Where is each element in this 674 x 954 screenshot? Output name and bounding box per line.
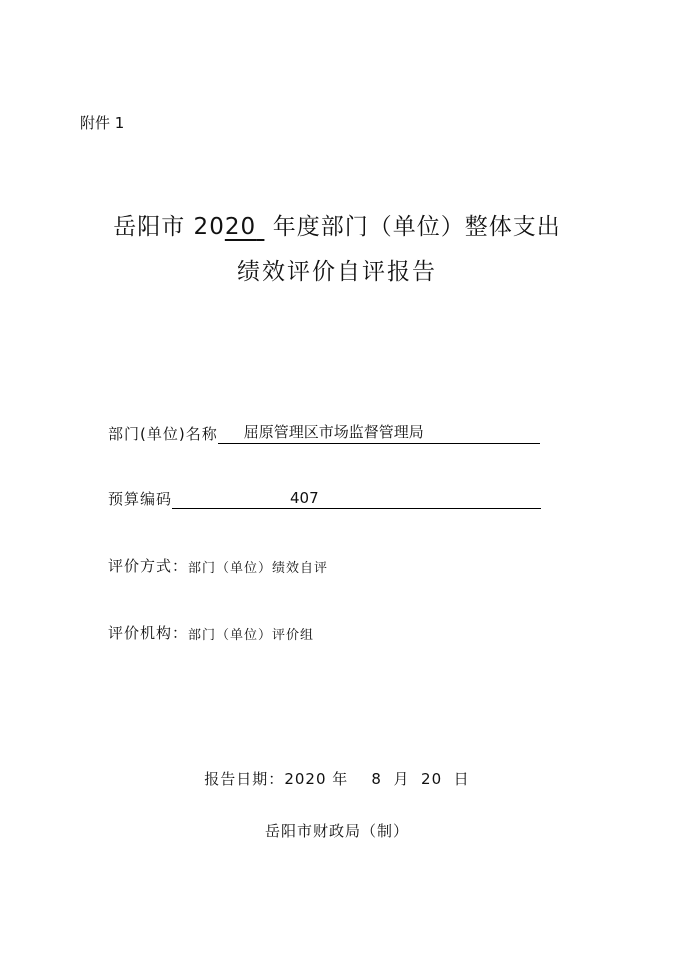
title-prefix: 岳阳市 20: [113, 214, 225, 240]
evaluation-org-value: 部门（单位）评价组: [188, 628, 315, 643]
report-date-month-unit: 月: [393, 770, 410, 788]
report-date: [0, 768, 674, 789]
report-date-day: 20: [421, 770, 443, 788]
report-title-line2: 绩效评价自评报告: [237, 259, 437, 285]
report-date-year-unit: 年: [332, 770, 349, 788]
evaluation-org-row: [108, 622, 314, 643]
report-date-month: 8: [371, 770, 382, 788]
budget-code-value: 407: [290, 489, 319, 507]
evaluation-method-value: 部门（单位）绩效自评: [188, 561, 329, 576]
budget-code-row: [108, 488, 541, 509]
title-rest: 年度部门（单位）整体支出: [264, 214, 561, 240]
report-date-year: 2020: [284, 770, 327, 788]
report-title-line1: [0, 208, 674, 241]
unit-name-value: 屈原管理区市场监督管理局: [243, 423, 424, 441]
budget-code-label: 预算编码: [108, 490, 173, 508]
report-date-day-unit: 日: [453, 770, 470, 788]
issuer: 岳阳市财政局（制）: [264, 822, 409, 840]
evaluation-org-label: 评价机构：: [108, 624, 189, 642]
unit-name-row: [108, 423, 540, 444]
title-year-suffix: 20: [224, 214, 257, 240]
evaluation-method-label: 评价方式：: [108, 557, 189, 575]
evaluation-method-row: [108, 555, 328, 576]
unit-name-field: [218, 425, 540, 444]
budget-code-field: [172, 490, 541, 509]
attachment-label: 附件 1: [80, 114, 125, 132]
unit-name-label: 部门(单位)名称: [108, 425, 218, 443]
report-date-label: 报告日期：: [204, 770, 285, 788]
